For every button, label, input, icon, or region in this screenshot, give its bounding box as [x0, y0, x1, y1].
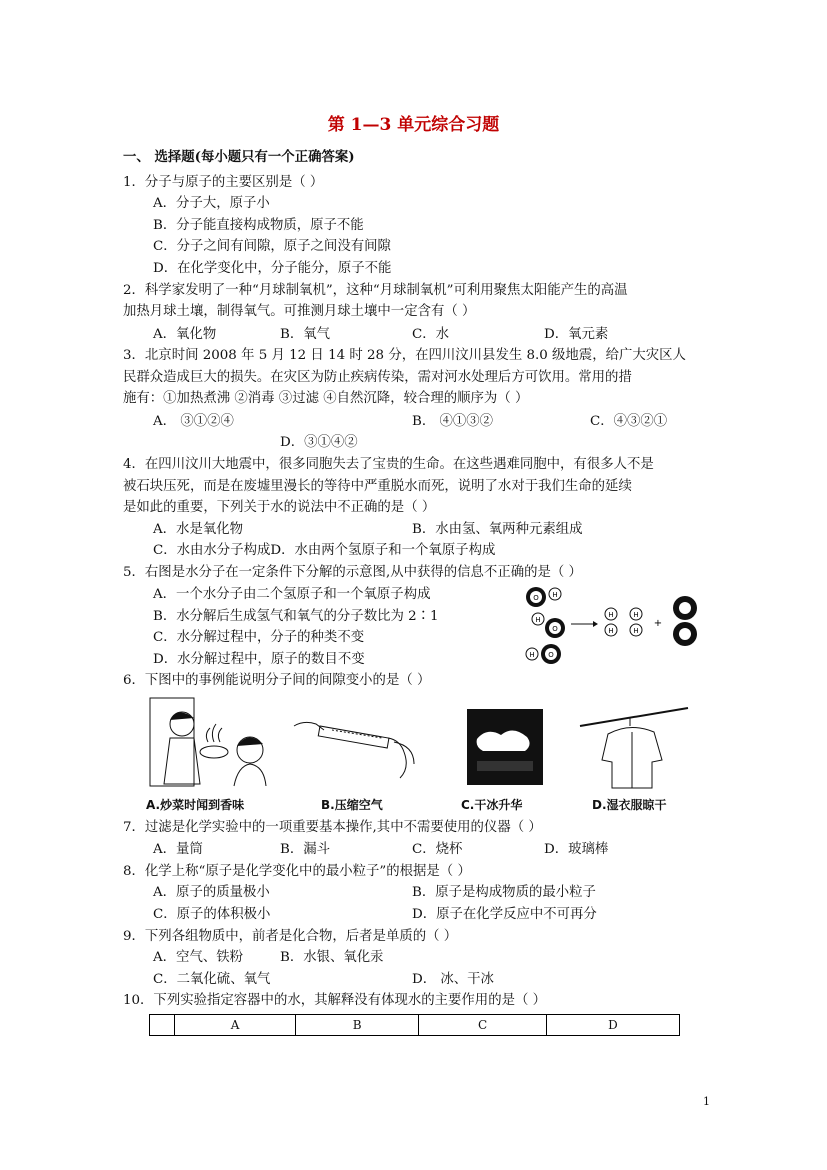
- q4-line-3: 是如此的重要，下列关于水的说法中不正确的是（ ）: [123, 500, 436, 515]
- q2-option-a: A．氧化物: [153, 327, 217, 342]
- q8-option-b: B．原子是构成物质的最小粒子: [412, 885, 596, 900]
- table-header-d: D: [546, 1015, 679, 1036]
- q8-option-c: C．原子的体积极小: [153, 907, 271, 922]
- q3-option-c: C．④③②①: [590, 414, 668, 429]
- table-header-c: C: [419, 1015, 547, 1036]
- q7-stem: 7．过滤是化学实验中的一项重要基本操作,其中不需要使用的仪器（ ）: [123, 820, 542, 835]
- svg-text:O: O: [533, 594, 539, 602]
- q7-option-c: C．烧杯: [412, 842, 463, 857]
- q1-stem: 1．分子与原子的主要区别是（ ）: [123, 175, 324, 190]
- page-number: 1: [703, 1095, 710, 1108]
- table-row: [150, 1015, 680, 1036]
- q6-caption-d: D.湿衣服晾干: [592, 798, 667, 812]
- svg-text:H: H: [608, 611, 614, 619]
- svg-text:O: O: [552, 625, 558, 633]
- q1-option-d: D．在化学变化中，分子能分，原子不能: [153, 261, 392, 276]
- q2-line-2: 加热月球土壤，制得氧气。可推测月球土壤中一定含有（ ）: [123, 304, 476, 319]
- q3-option-b: B． ④①③②: [412, 414, 494, 429]
- q3-line-2: 民群众造成巨大的损失。在灾区为防止疾病传染，需对河水处理后方可饮用。常用的措: [123, 370, 632, 385]
- q4-line-2: 被石块压死，而是在废墟里漫长的等待中严重脱水而死，说明了水对于我们生命的延续: [123, 479, 632, 494]
- q2-line-1: 2．科学家发明了一种“月球制氧机”，这种“月球制氧机”可利用聚焦太阳能产生的高温: [123, 283, 628, 298]
- svg-text:+: +: [653, 618, 663, 629]
- q9-option-c: C．二氧化硫、氧气: [153, 972, 271, 987]
- q3-option-a: A． ③①②④: [153, 414, 234, 429]
- svg-text:H: H: [608, 627, 614, 635]
- q5-stem: 5．右图是水分子在一定条件下分解的示意图,从中获得的信息不正确的是（ ）: [123, 565, 582, 580]
- dry-ice-illustration: [467, 709, 543, 785]
- q9-stem: 9．下列各组物质中，前者是化合物，后者是单质的（ ）: [123, 929, 458, 944]
- svg-text:H: H: [529, 651, 535, 659]
- cooking-illustration: [148, 694, 273, 790]
- svg-text:H: H: [535, 616, 541, 624]
- svg-text:H: H: [633, 627, 639, 635]
- q6-stem: 6．下图中的事例能说明分子间的间隙变小的是（ ）: [123, 673, 431, 688]
- q3-line-1: 3．北京时间 2008 年 5 月 12 日 14 时 28 分，在四川汶川县发生 8.0 级地震，给广大灾区人: [123, 348, 686, 363]
- q7-option-a: A．量筒: [153, 842, 203, 857]
- syringe-illustration: [290, 712, 420, 782]
- q4-option-b: B．水由氢、氧两种元素组成: [412, 522, 583, 537]
- q8-option-d: D．原子在化学反应中不可再分: [412, 907, 597, 922]
- q4-option-a: A．水是氧化物: [153, 522, 244, 537]
- svg-text:H: H: [633, 611, 639, 619]
- table-cell-blank: [150, 1015, 175, 1036]
- q8-option-a: A．原子的质量极小: [153, 885, 270, 900]
- page-title: 第 1—3 单元综合习题: [327, 115, 500, 135]
- q3-line-3: 施有：①加热煮沸 ②消毒 ③过滤 ④自然沉降，较合理的顺序为（ ）: [123, 391, 529, 406]
- q3-option-d: D．③①④②: [280, 435, 358, 450]
- q6-caption-c: C.干冰升华: [461, 798, 523, 812]
- q6-caption-a: A.炒菜时闻到香味: [146, 798, 245, 812]
- drying-clothes-illustration: [578, 704, 690, 794]
- q6-caption-b: B.压缩空气: [321, 798, 383, 812]
- q1-option-b: B．分子能直接构成物质，原子不能: [153, 218, 364, 233]
- q5-option-c: C．水分解过程中，分子的种类不变: [153, 630, 365, 645]
- q4-line-1: 4．在四川汶川大地震中，很多同胞失去了宝贵的生命。在这些遇难同胞中，有很多人不是: [123, 457, 654, 472]
- q2-option-b: B．氧气: [280, 327, 331, 342]
- table-header-a: A: [175, 1015, 296, 1036]
- table-header-b: B: [296, 1015, 419, 1036]
- svg-text:H: H: [552, 591, 558, 599]
- section-heading: 一、 选择题(每小题只有一个正确答案): [123, 149, 355, 165]
- q2-option-d: D．氧元素: [544, 327, 609, 342]
- svg-text:O: O: [548, 651, 554, 659]
- q5-option-a: A．一个水分子由二个氢原子和一个氧原子构成: [153, 587, 431, 602]
- q7-option-d: D．玻璃棒: [544, 842, 609, 857]
- q9-option-a: A．空气、铁粉: [153, 950, 244, 965]
- q10-table: [149, 1014, 680, 1036]
- q4-option-cd: C．水由水分子构成D．水由两个氢原子和一个氧原子构成: [153, 543, 496, 558]
- q2-option-c: C．水: [412, 327, 450, 342]
- water-decomposition-diagram: [518, 582, 703, 666]
- q9-option-b: B．水银、氧化汞: [280, 950, 384, 965]
- q10-stem: 10．下列实验指定容器中的水，其解释没有体现水的主要作用的是（ ）: [123, 993, 547, 1008]
- q5-option-b: B．水分解后生成氢气和氧气的分子数比为 2∶1: [153, 609, 439, 624]
- q1-option-c: C．分子之间有间隙，原子之间没有间隙: [153, 239, 391, 254]
- q8-stem: 8．化学上称“原子是化学变化中的最小粒子”的根据是（ ）: [123, 864, 471, 879]
- q5-option-d: D．水分解过程中，原子的数目不变: [153, 652, 365, 667]
- q9-option-d: D． 冰、干冰: [412, 972, 494, 987]
- q7-option-b: B．漏斗: [280, 842, 331, 857]
- q1-option-a: A．分子大，原子小: [153, 196, 270, 211]
